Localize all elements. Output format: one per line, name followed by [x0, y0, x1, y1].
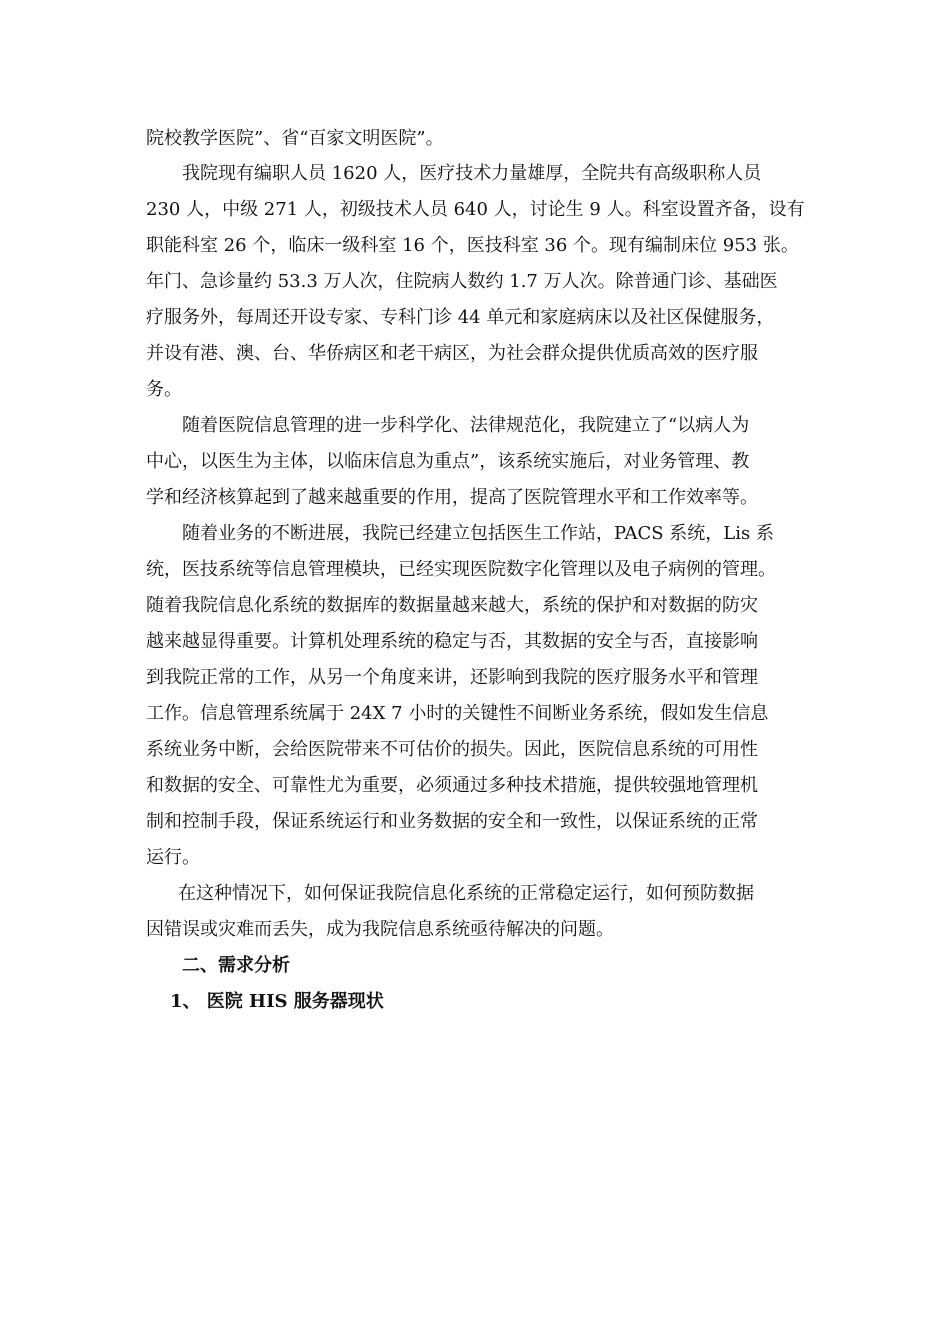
- text-line: 制和控制手段，保证系统运行和业务数据的安全和一致性，以保证系统的正常: [146, 811, 758, 832]
- text-line: 务。: [146, 379, 182, 400]
- text-line: 随着医院信息管理的进一步科学化、法律规范化，我院建立了“以病人为: [182, 415, 750, 436]
- text-line: 随着我院信息化系统的数据库的数据量越来越大，系统的保护和对数据的防灾: [146, 595, 758, 616]
- text-line: 越来越显得重要。计算机处理系统的稳定与否，其数据的安全与否，直接影响: [146, 631, 758, 652]
- text-line: 在这种情况下，如何保证我院信息化系统的正常稳定运行，如何预防数据: [178, 883, 754, 904]
- text-line: 230 人，中级 271 人，初级技术人员 640 人，讨论生 9 人。科室设置齐备，设有: [146, 199, 805, 220]
- text-line: 疗服务外，每周还开设专家、专科门诊 44 单元和家庭病床以及社区保健服务，: [146, 307, 775, 328]
- text-line: 系统业务中断，会给医院带来不可估价的损失。因此，医院信息系统的可用性: [146, 739, 758, 760]
- text-line: 院校教学医院”、省“百家文明医院”。: [146, 128, 444, 149]
- subsection-heading: 1、 医院 HIS 服务器现状: [170, 991, 384, 1012]
- text-line: 运行。: [146, 847, 200, 868]
- text-line: 和数据的安全、可靠性尤为重要，必须通过多种技术措施，提供较强地管理机: [146, 775, 758, 796]
- text-line: 学和经济核算起到了越来越重要的作用，提高了医院管理水平和工作效率等。: [146, 487, 758, 508]
- text-line: 到我院正常的工作，从另一个角度来讲，还影响到我院的医疗服务水平和管理: [146, 667, 758, 688]
- text-line: 随着业务的不断进展，我院已经建立包括医生工作站，PACS 系统，Lis 系: [182, 523, 774, 544]
- text-line: 职能科室 26 个，临床一级科室 16 个，医技科室 36 个。现有编制床位 953 张。: [146, 235, 799, 256]
- text-line: 年门、急诊量约 53.3 万人次，住院病人数约 1.7 万人次。除普通门诊、基础医: [146, 271, 778, 292]
- text-line: 因错误或灾难而丢失，成为我院信息系统亟待解决的问题。: [146, 919, 614, 940]
- text-line: 我院现有编职人员 1620 人，医疗技术力量雄厚，全院共有高级职称人员: [182, 163, 762, 184]
- section-heading: 二、需求分析: [182, 955, 290, 976]
- text-line: 工作。信息管理系统属于 24X 7 小时的关键性不间断业务系统，假如发生信息: [146, 703, 769, 724]
- text-line: 并设有港、澳、台、华侨病区和老干病区，为社会群众提供优质高效的医疗服: [146, 343, 758, 364]
- text-line: 中心，以医生为主体，以临床信息为重点”，该系统实施后，对业务管理、教: [146, 451, 750, 472]
- text-line: 统，医技系统等信息管理模块，已经实现医院数字化管理以及电子病例的管理。: [146, 559, 776, 580]
